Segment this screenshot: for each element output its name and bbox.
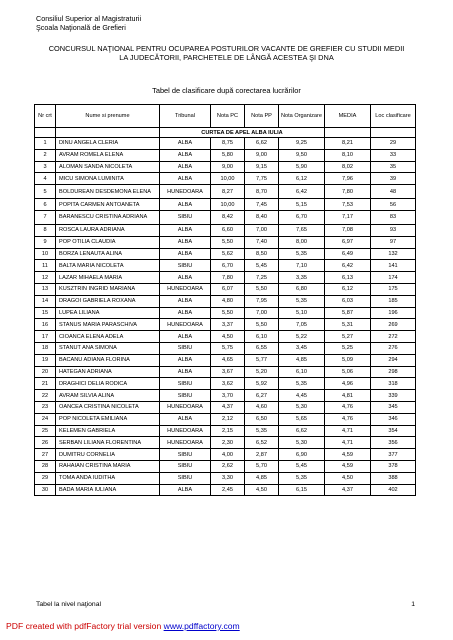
table-row [35, 319, 416, 331]
cell-media: 5,87 [325, 307, 371, 319]
cell-org: 5,35 [279, 248, 325, 260]
table-row [35, 210, 416, 224]
cell-pc: 4,65 [211, 354, 245, 366]
cell-loc: 39 [371, 173, 416, 185]
table-row [35, 248, 416, 260]
cell-name: STANUT ANA SIMONA [56, 342, 160, 354]
cell-tribunal: ALBA [160, 354, 211, 366]
cell-pc: 4,37 [211, 401, 245, 413]
cell-pp: 5,70 [245, 460, 279, 472]
table-row [35, 460, 416, 472]
cell-media: 4,37 [325, 484, 371, 496]
table-header-row [35, 105, 416, 128]
cell-org: 5,30 [279, 437, 325, 449]
cell-loc: 196 [371, 307, 416, 319]
cell-org: 4,45 [279, 390, 325, 402]
cell-org: 5,45 [279, 460, 325, 472]
page-number: 1 [411, 601, 415, 608]
cell-pc: 4,80 [211, 295, 245, 307]
cell-media: 8,02 [325, 161, 371, 173]
cell-name: CIOANCA ELENA ADELA [56, 331, 160, 343]
table-row [35, 354, 416, 366]
cell-org: 3,35 [279, 272, 325, 284]
cell-org: 5,65 [279, 413, 325, 425]
cell-loc: 185 [371, 295, 416, 307]
cell-pp: 7,75 [245, 173, 279, 185]
cell-pc: 2,30 [211, 437, 245, 449]
cell-name: AVRAM ROMELA ELENA [56, 149, 160, 161]
cell-nr: 18 [35, 342, 56, 354]
cell-nr: 19 [35, 354, 56, 366]
cell-loc: 35 [371, 161, 416, 173]
cell-pc: 3,62 [211, 378, 245, 390]
cell-loc: 378 [371, 460, 416, 472]
cell-media: 6,03 [325, 295, 371, 307]
cell-pc: 5,50 [211, 307, 245, 319]
cell-pp: 5,92 [245, 378, 279, 390]
col-header-org: Nota Organizare [279, 105, 325, 128]
cell-nr: 14 [35, 295, 56, 307]
cell-tribunal: HUNEDOARA [160, 425, 211, 437]
cell-pp: 8,40 [245, 210, 279, 224]
cell-nr: 26 [35, 437, 56, 449]
cell-org: 6,62 [279, 425, 325, 437]
cell-pc: 4,50 [211, 331, 245, 343]
cell-name: POP OTILIA CLAUDIA [56, 236, 160, 248]
col-header-media: MEDIA [325, 105, 371, 128]
cell-name: TOMA ANDA IUDITHA [56, 472, 160, 484]
cell-media: 4,76 [325, 401, 371, 413]
cell-loc: 174 [371, 272, 416, 284]
cell-media: 4,71 [325, 425, 371, 437]
cell-name: DRAGOI GABRIELA ROXANA [56, 295, 160, 307]
cell-name: DRAGHICI DELIA RODICA [56, 378, 160, 390]
cell-name: DUMITRU CORNELIA [56, 449, 160, 461]
cell-name: LUPEA LILIANA [56, 307, 160, 319]
cell-loc: 318 [371, 378, 416, 390]
table-row [35, 390, 416, 402]
cell-tribunal: SIBIU [160, 449, 211, 461]
col-header-tribunal: Tribunal [160, 105, 211, 128]
cell-media: 7,08 [325, 224, 371, 236]
cell-tribunal: ALBA [160, 272, 211, 284]
cell-media: 4,59 [325, 449, 371, 461]
table-row [35, 295, 416, 307]
col-header-loc: Loc clasificare [371, 105, 416, 128]
cell-loc: 141 [371, 260, 416, 272]
cell-nr: 9 [35, 236, 56, 248]
page-subtitle: Tabel de clasificare după corectarea lucrărilor [152, 86, 301, 95]
cell-tribunal: ALBA [160, 149, 211, 161]
cell-loc: 29 [371, 138, 416, 150]
cell-media: 4,50 [325, 472, 371, 484]
cell-pp: 9,15 [245, 161, 279, 173]
cell-pp: 7,40 [245, 236, 279, 248]
cell-tribunal: HUNEDOARA [160, 283, 211, 295]
cell-media: 8,21 [325, 138, 371, 150]
cell-pp: 4,60 [245, 401, 279, 413]
cell-pp: 6,10 [245, 331, 279, 343]
cell-tribunal: ALBA [160, 366, 211, 378]
cell-name: POP NICOLETA EMILIANA [56, 413, 160, 425]
table-row [35, 185, 416, 199]
page-title-line2: LA JUDECĂTORII, PARCHETELE DE LÂNGĂ ACESTEA ŞI DNA [119, 53, 334, 62]
cell-nr: 13 [35, 283, 56, 295]
court-spacer-name [56, 128, 160, 138]
cell-name: ROSCA LAURA ADRIANA [56, 224, 160, 236]
cell-nr: 22 [35, 390, 56, 402]
header-school: Şcoala Naţională de Grefieri [36, 23, 126, 32]
table-row [35, 425, 416, 437]
cell-pc: 10,00 [211, 173, 245, 185]
cell-tribunal: SIBIU [160, 472, 211, 484]
table-row [35, 472, 416, 484]
cell-loc: 339 [371, 390, 416, 402]
col-header-name: Nume si prenume [56, 105, 160, 128]
cell-org: 3,45 [279, 342, 325, 354]
cell-nr: 27 [35, 449, 56, 461]
pdf-watermark [6, 621, 240, 631]
cell-org: 9,25 [279, 138, 325, 150]
cell-loc: 402 [371, 484, 416, 496]
cell-tribunal: ALBA [160, 199, 211, 211]
cell-pp: 2,87 [245, 449, 279, 461]
cell-pc: 2,45 [211, 484, 245, 496]
cell-org: 6,70 [279, 210, 325, 224]
cell-nr: 30 [35, 484, 56, 496]
cell-org: 7,10 [279, 260, 325, 272]
cell-name: BALTA MARIA NICOLETA [56, 260, 160, 272]
cell-pc: 3,70 [211, 390, 245, 402]
cell-name: DINU ANGELA CLERIA [56, 138, 160, 150]
cell-nr: 23 [35, 401, 56, 413]
cell-pc: 5,75 [211, 342, 245, 354]
cell-media: 7,17 [325, 210, 371, 224]
cell-tribunal: SIBIU [160, 390, 211, 402]
cell-org: 5,35 [279, 295, 325, 307]
cell-name: HATEGAN ADRIANA [56, 366, 160, 378]
cell-pc: 3,30 [211, 472, 245, 484]
cell-org: 5,10 [279, 307, 325, 319]
cell-name: AVRAM SILVIA ALINA [56, 390, 160, 402]
cell-loc: 276 [371, 342, 416, 354]
cell-nr: 4 [35, 173, 56, 185]
header-institution: Consiliul Superior al Magistraturii [36, 14, 142, 23]
cell-name: KUSZTRIN INGRID MARIANA [56, 283, 160, 295]
cell-pc: 2,15 [211, 425, 245, 437]
cell-name: ALOMAN SANDA NICOLETA [56, 161, 160, 173]
table-row [35, 149, 416, 161]
cell-loc: 298 [371, 366, 416, 378]
cell-name: POPITA CARMEN ANTOANETA [56, 199, 160, 211]
table-row [35, 331, 416, 343]
cell-name: BOLDUREAN DESDEMONA ELENA [56, 185, 160, 199]
cell-nr: 15 [35, 307, 56, 319]
cell-name: SERBAN LILIANA FLORENTINA [56, 437, 160, 449]
cell-tribunal: SIBIU [160, 210, 211, 224]
cell-tribunal: HUNEDOARA [160, 319, 211, 331]
cell-tribunal: ALBA [160, 248, 211, 260]
cell-pp: 7,00 [245, 307, 279, 319]
cell-pp: 7,95 [245, 295, 279, 307]
cell-media: 5,27 [325, 331, 371, 343]
cell-pp: 6,27 [245, 390, 279, 402]
cell-pc: 4,00 [211, 449, 245, 461]
cell-nr: 5 [35, 185, 56, 199]
cell-media: 7,80 [325, 185, 371, 199]
cell-pc: 7,80 [211, 272, 245, 284]
cell-media: 6,42 [325, 260, 371, 272]
cell-pc: 8,27 [211, 185, 245, 199]
cell-tribunal: ALBA [160, 307, 211, 319]
cell-media: 6,97 [325, 236, 371, 248]
cell-pc: 6,60 [211, 224, 245, 236]
cell-tribunal: ALBA [160, 138, 211, 150]
cell-media: 5,06 [325, 366, 371, 378]
cell-pc: 5,62 [211, 248, 245, 260]
cell-pc: 6,70 [211, 260, 245, 272]
cell-media: 7,96 [325, 173, 371, 185]
cell-pc: 5,50 [211, 236, 245, 248]
cell-nr: 12 [35, 272, 56, 284]
cell-pp: 7,00 [245, 224, 279, 236]
cell-pc: 2,62 [211, 460, 245, 472]
cell-loc: 388 [371, 472, 416, 484]
cell-pp: 6,55 [245, 342, 279, 354]
cell-name: RAHAIAN CRISTINA MARIA [56, 460, 160, 472]
cell-pp: 9,00 [245, 149, 279, 161]
cell-loc: 93 [371, 224, 416, 236]
col-header-pp: Nota PP [245, 105, 279, 128]
cell-tribunal: SIBIU [160, 342, 211, 354]
cell-nr: 3 [35, 161, 56, 173]
cell-media: 6,13 [325, 272, 371, 284]
cell-nr: 10 [35, 248, 56, 260]
table-row [35, 484, 416, 496]
cell-pc: 6,07 [211, 283, 245, 295]
cell-nr: 8 [35, 224, 56, 236]
cell-nr: 6 [35, 199, 56, 211]
pdffactory-link[interactable]: www.pdffactory.com [163, 621, 240, 631]
cell-pc: 9,00 [211, 161, 245, 173]
cell-org: 6,42 [279, 185, 325, 199]
cell-nr: 11 [35, 260, 56, 272]
cell-name: LAZAR MIHAELA MARIA [56, 272, 160, 284]
cell-nr: 29 [35, 472, 56, 484]
court-spacer-left [35, 128, 56, 138]
table-row [35, 161, 416, 173]
court-label: CURTEA DE APEL ALBA IULIA [160, 128, 325, 138]
cell-media: 4,81 [325, 390, 371, 402]
cell-media: 8,10 [325, 149, 371, 161]
cell-name: STANUS MARIA PARASCHIVA [56, 319, 160, 331]
court-spacer-loc [371, 128, 416, 138]
cell-pp: 5,77 [245, 354, 279, 366]
results-table [34, 104, 416, 496]
table-row [35, 378, 416, 390]
cell-nr: 2 [35, 149, 56, 161]
cell-pp: 4,85 [245, 472, 279, 484]
cell-nr: 16 [35, 319, 56, 331]
cell-org: 6,80 [279, 283, 325, 295]
cell-tribunal: ALBA [160, 236, 211, 248]
cell-pp: 5,50 [245, 319, 279, 331]
table-row [35, 437, 416, 449]
table-row [35, 173, 416, 185]
cell-org: 5,15 [279, 199, 325, 211]
table-row [35, 260, 416, 272]
cell-pp: 4,50 [245, 484, 279, 496]
cell-media: 6,12 [325, 283, 371, 295]
cell-media: 7,53 [325, 199, 371, 211]
cell-loc: 294 [371, 354, 416, 366]
cell-org: 9,50 [279, 149, 325, 161]
page-title-line1: CONCURSUL NAŢIONAL PENTRU OCUPAREA POSTURILOR VACANTE DE GREFIER CU STUDII MEDII [48, 44, 405, 53]
cell-nr: 1 [35, 138, 56, 150]
cell-loc: 175 [371, 283, 416, 295]
cell-pc: 2,12 [211, 413, 245, 425]
cell-name: BORZA LENAUTA ALINA [56, 248, 160, 260]
cell-pc: 5,80 [211, 149, 245, 161]
cell-pc: 8,75 [211, 138, 245, 150]
court-row [35, 128, 416, 138]
cell-org: 6,90 [279, 449, 325, 461]
cell-nr: 28 [35, 460, 56, 472]
cell-pp: 6,50 [245, 413, 279, 425]
cell-pp: 7,25 [245, 272, 279, 284]
cell-tribunal: HUNEDOARA [160, 401, 211, 413]
cell-media: 6,49 [325, 248, 371, 260]
table-row [35, 413, 416, 425]
cell-loc: 97 [371, 236, 416, 248]
cell-pp: 5,45 [245, 260, 279, 272]
table-row [35, 401, 416, 413]
cell-pc: 3,37 [211, 319, 245, 331]
cell-pp: 6,62 [245, 138, 279, 150]
cell-org: 4,85 [279, 354, 325, 366]
cell-org: 7,65 [279, 224, 325, 236]
cell-pp: 5,20 [245, 366, 279, 378]
cell-loc: 83 [371, 210, 416, 224]
cell-name: BACANU ADIANA FLORINA [56, 354, 160, 366]
cell-tribunal: SIBIU [160, 260, 211, 272]
cell-nr: 24 [35, 413, 56, 425]
cell-media: 5,09 [325, 354, 371, 366]
cell-tribunal: SIBIU [160, 378, 211, 390]
cell-pc: 10,00 [211, 199, 245, 211]
cell-org: 5,35 [279, 378, 325, 390]
cell-media: 5,25 [325, 342, 371, 354]
cell-org: 5,35 [279, 472, 325, 484]
table-row [35, 342, 416, 354]
cell-org: 6,15 [279, 484, 325, 496]
cell-media: 4,76 [325, 413, 371, 425]
cell-tribunal: ALBA [160, 484, 211, 496]
cell-nr: 21 [35, 378, 56, 390]
cell-pc: 8,42 [211, 210, 245, 224]
table-row [35, 283, 416, 295]
cell-pp: 5,50 [245, 283, 279, 295]
cell-loc: 272 [371, 331, 416, 343]
cell-media: 5,31 [325, 319, 371, 331]
cell-pp: 6,52 [245, 437, 279, 449]
table-row [35, 366, 416, 378]
cell-org: 5,90 [279, 161, 325, 173]
cell-name: MICU SIMONA LUMINITA [56, 173, 160, 185]
cell-pc: 3,67 [211, 366, 245, 378]
cell-org: 8,00 [279, 236, 325, 248]
cell-nr: 17 [35, 331, 56, 343]
cell-loc: 346 [371, 413, 416, 425]
cell-org: 5,30 [279, 401, 325, 413]
cell-name: KELEMEN GABRIELA [56, 425, 160, 437]
cell-pp: 7,45 [245, 199, 279, 211]
col-header-nr: Nr crt [35, 105, 56, 128]
footer-label: Tabel la nivel naţional [36, 601, 101, 608]
cell-org: 7,05 [279, 319, 325, 331]
table-row [35, 449, 416, 461]
table-row [35, 224, 416, 236]
cell-loc: 33 [371, 149, 416, 161]
cell-name: BADA MARIA IULIANA [56, 484, 160, 496]
cell-tribunal: ALBA [160, 413, 211, 425]
table-row [35, 199, 416, 211]
cell-loc: 132 [371, 248, 416, 260]
cell-media: 4,71 [325, 437, 371, 449]
cell-loc: 269 [371, 319, 416, 331]
pdf-watermark-text: PDF created with pdfFactory trial version [6, 621, 164, 631]
cell-tribunal: HUNEDOARA [160, 437, 211, 449]
cell-pp: 5,35 [245, 425, 279, 437]
table-row [35, 138, 416, 150]
cell-nr: 25 [35, 425, 56, 437]
cell-loc: 356 [371, 437, 416, 449]
court-spacer-media [325, 128, 371, 138]
cell-org: 6,12 [279, 173, 325, 185]
cell-pp: 8,70 [245, 185, 279, 199]
cell-tribunal: SIBIU [160, 460, 211, 472]
cell-media: 4,96 [325, 378, 371, 390]
cell-tribunal: ALBA [160, 331, 211, 343]
table-row [35, 272, 416, 284]
cell-tribunal: ALBA [160, 295, 211, 307]
cell-tribunal: ALBA [160, 161, 211, 173]
table-row [35, 236, 416, 248]
cell-loc: 56 [371, 199, 416, 211]
cell-media: 4,59 [325, 460, 371, 472]
col-header-pc: Nota PC [211, 105, 245, 128]
cell-tribunal: ALBA [160, 224, 211, 236]
cell-tribunal: ALBA [160, 173, 211, 185]
cell-loc: 48 [371, 185, 416, 199]
cell-nr: 20 [35, 366, 56, 378]
cell-pp: 8,50 [245, 248, 279, 260]
cell-name: OANCEA CRISTINA NICOLETA [56, 401, 160, 413]
cell-name: BARANESCU CRISTINA ADRIANA [56, 210, 160, 224]
cell-tribunal: HUNEDOARA [160, 185, 211, 199]
cell-nr: 7 [35, 210, 56, 224]
cell-loc: 354 [371, 425, 416, 437]
cell-loc: 345 [371, 401, 416, 413]
cell-org: 6,10 [279, 366, 325, 378]
cell-loc: 377 [371, 449, 416, 461]
table-row [35, 307, 416, 319]
cell-org: 5,22 [279, 331, 325, 343]
